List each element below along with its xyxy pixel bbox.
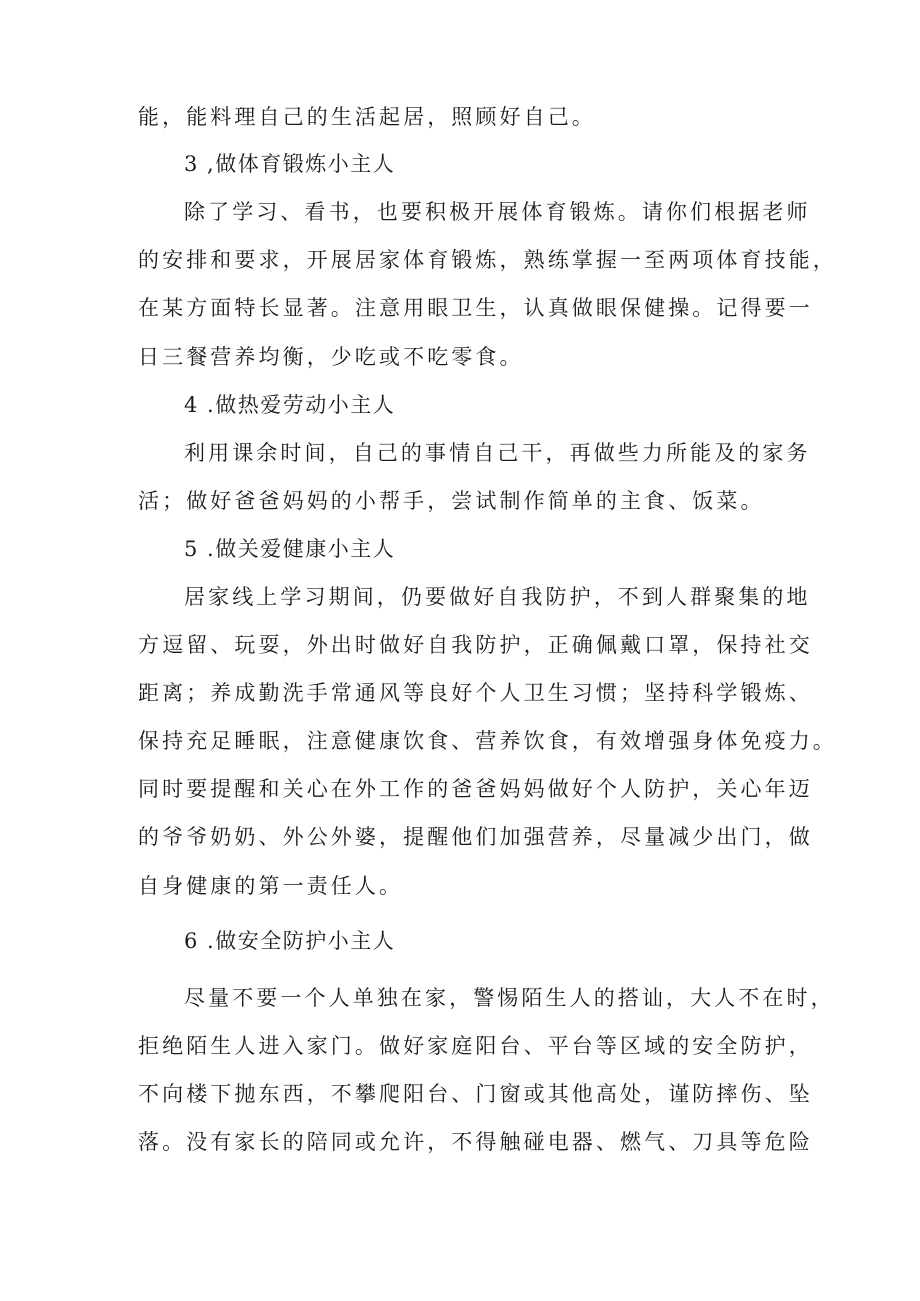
section-heading-5: 5 .做关爱健康小主人 (184, 537, 396, 561)
text-line: 方逗留、玩耍，外出时做好自我防护，正确佩戴口罩，保持社交 (138, 633, 813, 657)
text-line: 保持充足睡眠，注意健康饮食、营养饮食，有效增强身体免疫力。 (138, 729, 837, 753)
text-line: 能，能料理自己的生活起居，照顾好自己。 (138, 105, 596, 129)
text-line: 落。没有家长的陪同或允许，不得触碰电器、燃气、刀具等危险 (138, 1130, 813, 1154)
section-heading-6: 6 .做安全防护小主人 (184, 929, 396, 953)
paragraph-start: 居家线上学习期间，仍要做好自我防护，不到人群聚集的地 (184, 585, 811, 609)
section-heading-3: 3 ,做体育锻炼小主人 (184, 152, 396, 176)
text-line: 同时要提醒和关心在外工作的爸爸妈妈做好个人防护，关心年迈 (138, 777, 813, 801)
text-line: 日三餐营养均衡，少吃或不吃零食。 (138, 345, 524, 369)
text-line: 的爷爷奶奶、外公外婆，提醒他们加强营养，尽量减少出门，做 (138, 825, 813, 849)
paragraph-start: 尽量不要一个人单独在家，警惕陌生人的搭讪，大人不在时， (184, 986, 835, 1010)
text-line: 自身健康的第一责任人。 (138, 874, 404, 898)
text-line: 在某方面特长显著。注意用眼卫生，认真做眼保健操。记得要一 (138, 296, 813, 320)
text-line: 拒绝陌生人进入家门。做好家庭阳台、平台等区域的安全防护， (138, 1034, 813, 1058)
text-line: 距离；养成勤洗手常通风等良好个人卫生习惯；坚持科学锻炼、 (138, 681, 813, 705)
text-line: 的安排和要求，开展居家体育锻炼，熟练掌握一至两项体育技能， (138, 248, 837, 272)
paragraph-start: 除了学习、看书，也要积极开展体育锻炼。请你们根据老师 (184, 200, 811, 224)
section-heading-4: 4 .做热爱劳动小主人 (184, 393, 396, 417)
text-line: 活；做好爸爸妈妈的小帮手，尝试制作简单的主食、饭菜。 (138, 489, 765, 513)
text-line: 不向楼下抛东西，不攀爬阳台、门窗或其他高处，谨防摔伤、坠 (138, 1082, 813, 1106)
paragraph-start: 利用课余时间，自己的事情自己干，再做些力所能及的家务 (184, 441, 811, 465)
